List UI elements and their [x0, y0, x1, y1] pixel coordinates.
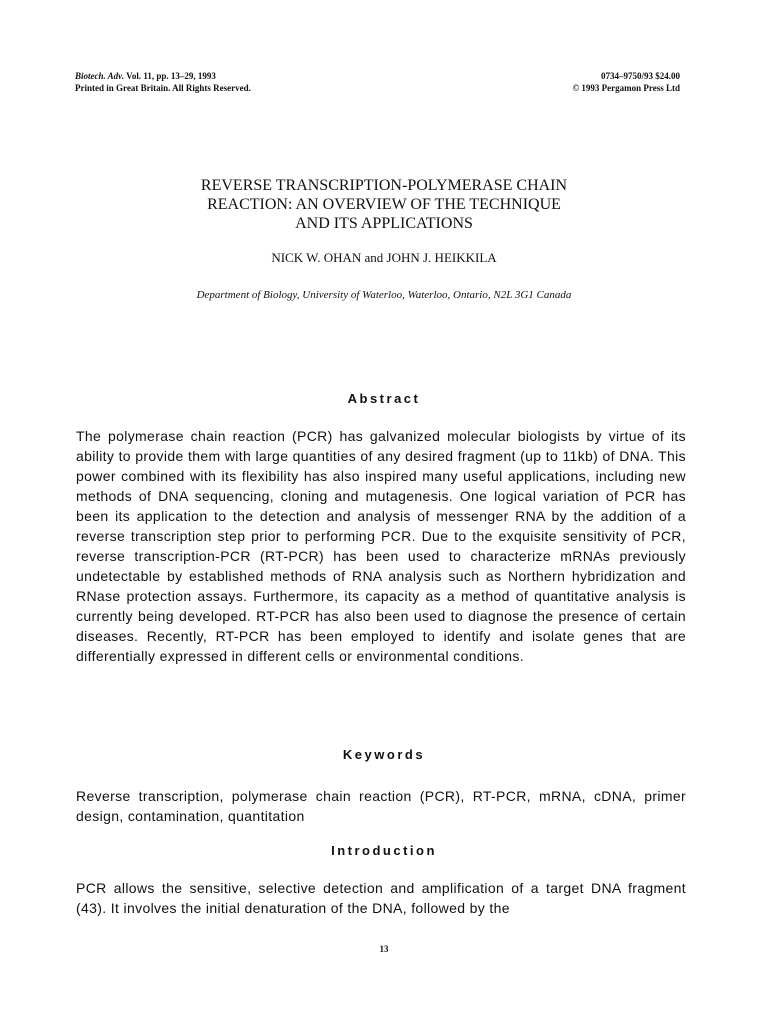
volume-info: Vol. 11, pp. 13–29, 1993 — [124, 71, 216, 81]
issn-price: 0734–9750/93 $24.00 — [600, 71, 680, 81]
authors: NICK W. OHAN and JOHN J. HEIKKILA — [271, 250, 497, 265]
affiliation: Department of Biology, University of Waterloo, Waterloo, Ontario, N2L 3G1 Canada — [196, 289, 572, 301]
introduction-heading: Introduction — [331, 843, 437, 858]
title-line-1: REVERSE TRANSCRIPTION-POLYMERASE CHAIN — [200, 177, 568, 194]
journal-name: Biotech. Adv. — [75, 71, 125, 81]
abstract-heading: Abstract — [347, 391, 421, 406]
title-line-2: REACTION: AN OVERVIEW OF THE TECHNIQUE — [207, 196, 561, 213]
abstract-text: The polymerase chain reaction (PCR) has galvanized molecular biologists by virtue of its ability to provide them with large quantities of any desired fragment (up to 11kb) of DNA. This power combined with its flexibility has also inspired many useful applications, including new methods of DNA sequencing, cloning and mutagenesis. One logical variation of PCR has been its application to the detection and analysis of messenger RNA by the addition of a reverse transcription step prior to performing PCR. Due to the exquisite sensitivity of PCR, reverse transcription-PCR (RT-PCR) has been used to characterize mRNAs previously undetectable by established methods of RNA analysis such as Northern hybridization and RNase protection assays. Furthermore, its capacity as a method of quantitative analysis is currently being developed. RT-PCR has also been used to diagnose the presence of certain diseases. Recently, RT-PCR has been employed to identify and isolate genes that are differentially expressed in different cells or environmental conditions. — [76, 428, 686, 664]
introduction-text: PCR allows the sensitive, selective detection and amplification of a target DNA fragment (43). It involves the initial denaturation of the DNA, followed by the — [76, 880, 686, 916]
paper-title — [0, 176, 768, 233]
copyright-notice: © 1993 Pergamon Press Ltd — [572, 83, 680, 93]
page-number: 13 — [379, 944, 389, 954]
keywords-heading: Keywords — [342, 747, 426, 762]
journal-citation — [75, 70, 251, 94]
publisher-info — [572, 70, 680, 94]
title-line-3: AND ITS APPLICATIONS — [295, 215, 473, 232]
keywords-text: Reverse transcription, polymerase chain reaction (PCR), RT-PCR, mRNA, cDNA, primer design, contamination, quantitation — [76, 788, 686, 824]
printed-notice: Printed in Great Britain. All Rights Reserved. — [75, 83, 251, 93]
